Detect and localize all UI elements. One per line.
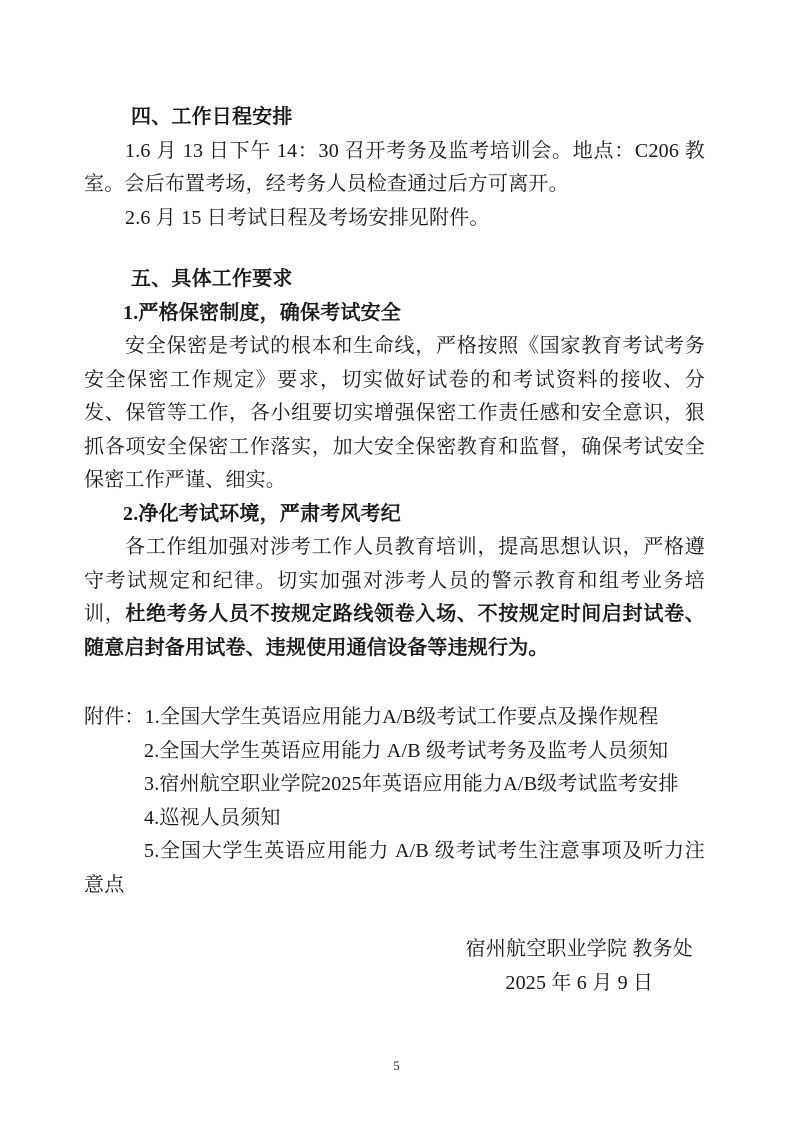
attachment-item-5: 5.全国大学生英语应用能力 A/B 级考试考生注意事项及听力注意点 [84,840,705,896]
paragraph-schedule-item-1: 1.6 月 13 日下午 14：30 召开考务及监考培训会。地点：C206 教室。会后布置考场，经考务人员检查通过后方可离开。 [84,139,705,195]
signature-organization: 宿州航空职业学院 教务处 [465,938,693,960]
sub-heading-exam-discipline: 2.净化考试环境，严肃考风考纪 [123,502,401,525]
page-number: 5 [393,1058,400,1073]
signature-inner [466,933,693,1000]
attachments-label: 附件： [84,706,145,728]
paragraph-schedule-item-2: 2.6 月 15 日考试日程及考场安排见附件。 [125,206,490,229]
attachment-item-3: 3.宿州航空职业学院2025年英语应用能力A/B级考试监考安排 [144,773,679,795]
paragraph-discipline-normal-text: 各工作组加强对涉考工作人员教育培训，提高思想认识，严格遵守考试规定和纪律。切实加强对涉考人员的警示教育和组考业务培训， [84,536,705,625]
section-heading-work-requirements: 五、具体工作要求 [131,268,293,290]
paragraph-discipline-body [84,531,705,665]
attachment-item-2: 2.全国大学生英语应用能力 A/B 级考试考务及监考人员须知 [144,739,669,762]
attachment-item-1: 1.全国大学生英语应用能力A/B级考试工作要点及操作规程 [144,706,659,728]
signature-block [84,933,705,1000]
section-heading-work-schedule: 四、工作日程安排 [131,106,293,128]
document-body [84,101,705,1000]
sub-heading-secrecy-system: 1.严格保密制度，确保考试安全 [123,301,401,324]
attachment-item-4: 4.巡视人员须知 [144,806,281,829]
attachments-row-1 [84,701,705,735]
paragraph-secrecy-body: 安全保密是考试的根本和生命线，严格按照《国家教育考试考务安全保密工作规定》要求，切实做好试卷的和考试资料的接收、分发、保管等工作，各小组要切实增强保密工作责任感和安全意识，狠抓各项安全保密工作落实，加大安全保密教育和监督，确保考试安全保密工作严谨、细实。 [84,335,705,491]
paragraph-discipline-bold-text: 杜绝考务人员不按规定路线领卷入场、不按规定时间启封试卷、随意启封备用试卷、违规使用通信设备等违规行为。 [84,603,705,659]
signature-date: 2025 年 6 月 9 日 [505,971,654,994]
